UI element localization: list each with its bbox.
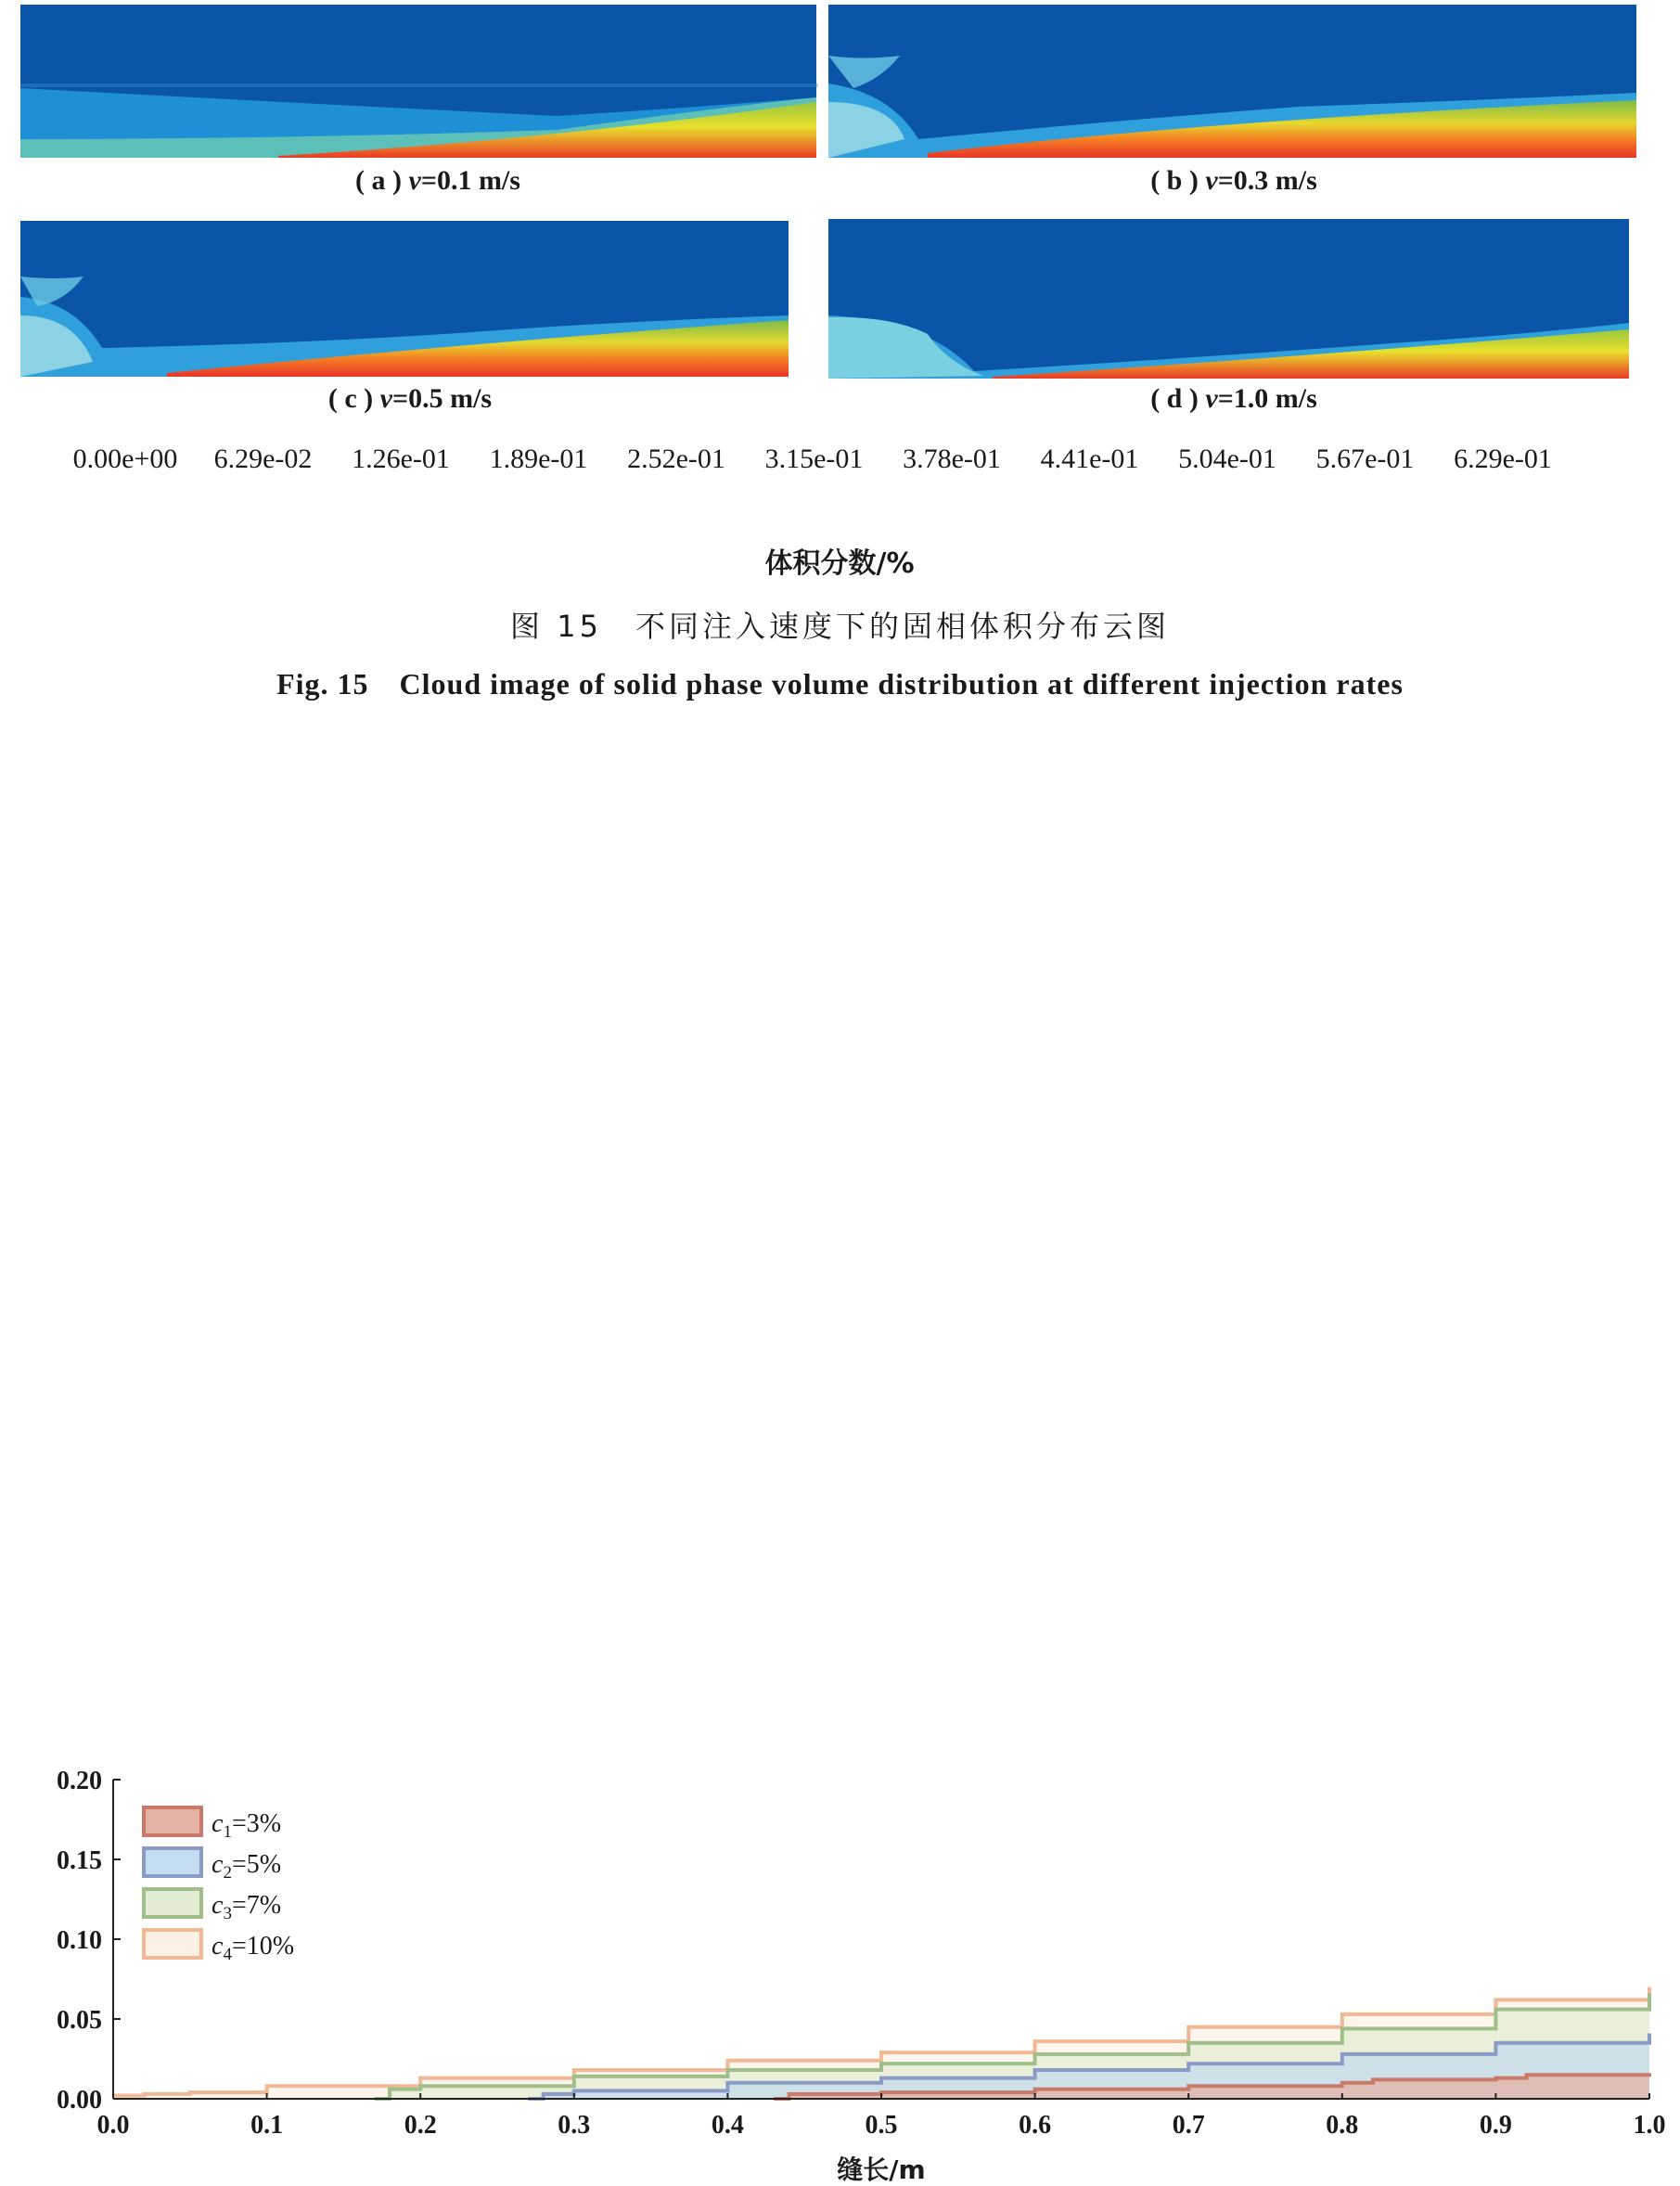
y-tick-label: 0.00 bbox=[57, 2086, 102, 2115]
x-tick-label: 0.7 bbox=[1172, 2111, 1205, 2140]
panel-d-contour bbox=[828, 219, 1629, 379]
colorbar-tick-label: 6.29e-01 bbox=[1454, 444, 1552, 474]
figure-caption-en: Fig. 15 Cloud image of solid phase volume distribution at different injection rates bbox=[276, 667, 1404, 701]
panel-c-caption: ( c ) v=0.5 m/s bbox=[327, 383, 493, 414]
fig15-panels bbox=[0, 0, 1680, 436]
panel-c-contour bbox=[20, 221, 789, 377]
colorbar-tick-label: 2.52e-01 bbox=[627, 444, 725, 474]
x-tick-label: 0.1 bbox=[250, 2111, 284, 2140]
panel-d-caption: ( d ) v=1.0 m/s bbox=[1150, 383, 1317, 414]
x-tick-label: 0.3 bbox=[558, 2111, 591, 2140]
colorbar-title: 体积分数/% bbox=[764, 547, 915, 580]
chart-legend bbox=[144, 1807, 294, 1964]
y-tick-label: 0.05 bbox=[57, 2006, 102, 2035]
x-tick-label: 1.0 bbox=[1633, 2111, 1666, 2140]
x-tick-label: 0.5 bbox=[865, 2111, 898, 2140]
x-tick-label: 0.4 bbox=[711, 2111, 744, 2140]
x-tick-label: 0.0 bbox=[96, 2111, 130, 2140]
chart-areas bbox=[113, 1987, 1649, 2099]
legend-swatch-c1 bbox=[144, 1807, 201, 1835]
colorbar-tick-label: 3.78e-01 bbox=[903, 444, 1001, 474]
x-tick-label: 0.2 bbox=[404, 2111, 437, 2140]
legend-swatch-c2 bbox=[144, 1848, 201, 1876]
legend-label-c3: $c_3=7\%$ bbox=[212, 1891, 282, 1923]
panel-a-contour bbox=[20, 5, 818, 158]
figure-caption-cn: 图 15 不同注入速度下的固相体积分布云图 bbox=[510, 609, 1170, 644]
y-tick-label: 0.15 bbox=[57, 1846, 102, 1875]
y-tick-label: 0.20 bbox=[57, 1767, 102, 1795]
x-tick-label: 0.6 bbox=[1019, 2111, 1052, 2140]
colorbar-tick-label: 4.41e-01 bbox=[1040, 444, 1139, 474]
legend-label-c2: $c_2=5\%$ bbox=[212, 1850, 282, 1883]
colorbar-tick-label: 5.67e-01 bbox=[1315, 444, 1415, 474]
x-tick-label: 0.9 bbox=[1479, 2111, 1512, 2140]
legend-swatch-c4 bbox=[144, 1930, 201, 1958]
panel-b-caption: ( b ) v=0.3 m/s bbox=[1150, 165, 1317, 196]
colorbar-tick-label: 6.29e-02 bbox=[213, 444, 313, 474]
panel-b-contour bbox=[828, 5, 1636, 158]
panel-a-caption: ( a ) v=0.1 m/s bbox=[355, 165, 520, 196]
deposition-area-chart bbox=[0, 1754, 1680, 2186]
legend-swatch-c3 bbox=[144, 1889, 201, 1917]
colorbar-tick-label: 5.04e-01 bbox=[1178, 444, 1276, 474]
x-axis-label: 缝长/m bbox=[837, 2154, 926, 2185]
colorbar-tick-label: 1.89e-01 bbox=[489, 444, 588, 474]
legend-label-c4: $c_4=10\%$ bbox=[212, 1932, 295, 1964]
colorbar-tick-label: 0.00e+00 bbox=[72, 444, 178, 474]
colorbar-tick-label: 1.26e-01 bbox=[352, 444, 450, 474]
legend-label-c1: $c_1=3\%$ bbox=[212, 1809, 282, 1842]
y-tick-label: 0.10 bbox=[57, 1926, 102, 1955]
x-tick-label: 0.8 bbox=[1326, 2111, 1359, 2140]
colorbar-tick-label: 3.15e-01 bbox=[764, 444, 864, 474]
